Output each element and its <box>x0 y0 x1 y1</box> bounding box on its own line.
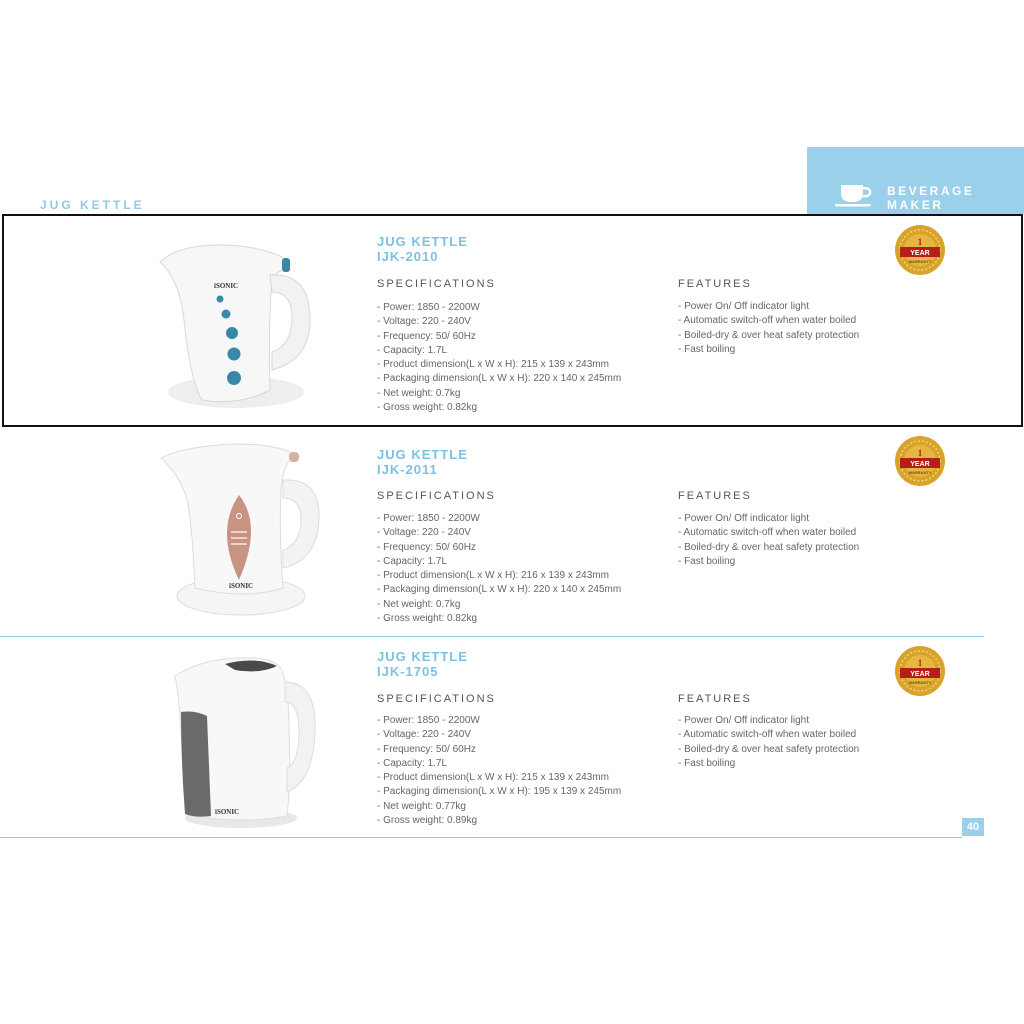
product-name: JUG KETTLE <box>377 649 468 664</box>
feature-item: - Power On/ Off indicator light <box>678 301 809 312</box>
kettle-brand-logo: iSONIC <box>214 282 239 290</box>
product-name: JUG KETTLE <box>377 447 468 462</box>
warranty-badge-icon <box>894 224 946 276</box>
spec-item: - Gross weight: 0.89kg <box>377 815 478 827</box>
spec-item: - Frequency: 50/ 60Hz <box>377 743 476 755</box>
warranty-badge-icon <box>894 645 946 697</box>
spec-item: - Capacity: 1.7L <box>377 344 448 356</box>
svg-text:WARRANTY: WARRANTY <box>908 259 932 264</box>
spec-list <box>377 714 621 828</box>
spec-item: - Frequency: 50/ 60Hz <box>377 330 476 342</box>
coffee-cup-icon <box>835 182 875 208</box>
feature-item: - Automatic switch-off when water boiled <box>678 729 857 741</box>
page-bottom-line <box>0 837 962 838</box>
feature-item: - Automatic switch-off when water boiled <box>678 315 857 327</box>
kettle-ijk-2010-image <box>150 240 320 415</box>
feature-item: - Boiled-dry & over heat safety protection <box>678 743 860 755</box>
specifications-heading: SPECIFICATIONS <box>377 490 496 502</box>
spec-item: - Gross weight: 0.82kg <box>377 613 478 625</box>
kettle-ijk-1705-image <box>165 652 325 832</box>
kettle-brand-logo: iSONIC <box>229 582 254 590</box>
svg-text:YEAR: YEAR <box>910 461 930 468</box>
spec-item: - Voltage: 220 - 240V <box>377 527 471 539</box>
svg-text:1: 1 <box>917 658 923 668</box>
kettle-brand-logo: iSONIC <box>215 808 240 816</box>
features-heading: FEATURES <box>678 693 752 705</box>
spec-item: - Voltage: 220 - 240V <box>377 729 471 741</box>
spec-item: - Gross weight: 0.82kg <box>377 402 478 414</box>
spec-item: - Frequency: 50/ 60Hz <box>377 541 476 553</box>
spec-item: - Capacity: 1.7L <box>377 757 448 769</box>
section-title: JUG KETTLE <box>40 198 145 212</box>
feature-item: - Boiled-dry & over heat safety protection <box>678 541 860 553</box>
spec-item: - Power: 1850 - 2200W <box>377 513 480 524</box>
product-model: IJK-2011 <box>377 462 438 477</box>
svg-text:1: 1 <box>917 237 923 247</box>
product-model: IJK-1705 <box>377 664 439 679</box>
svg-text:1: 1 <box>917 448 923 458</box>
category-tab <box>807 147 1024 214</box>
features-heading: FEATURES <box>678 278 752 290</box>
spec-item: - Net weight: 0.7kg <box>377 598 461 610</box>
svg-text:WARRANTY: WARRANTY <box>908 680 932 685</box>
spec-item: - Packaging dimension(L x W x H): 220 x 140 x 245mm <box>377 373 622 385</box>
row-divider <box>0 636 984 637</box>
specifications-heading: SPECIFICATIONS <box>377 693 496 705</box>
spec-item: - Packaging dimension(L x W x H): 220 x 140 x 245mm <box>377 584 622 596</box>
page-number: 40 <box>962 818 984 836</box>
svg-text:YEAR: YEAR <box>910 671 930 678</box>
feature-item: - Power On/ Off indicator light <box>678 513 809 524</box>
product-model: IJK-2010 <box>377 249 439 264</box>
spec-item: - Net weight: 0.77kg <box>377 800 466 812</box>
product-name: JUG KETTLE <box>377 234 468 249</box>
spec-item: - Capacity: 1.7L <box>377 555 448 567</box>
spec-item: - Product dimension(L x W x H): 215 x 139 x 243mm <box>377 359 609 371</box>
feature-item: - Power On/ Off indicator light <box>678 715 809 726</box>
feature-item: - Automatic switch-off when water boiled <box>678 527 857 539</box>
spec-item: - Packaging dimension(L x W x H): 195 x 139 x 245mm <box>377 786 622 798</box>
feature-item: - Fast boiling <box>678 555 736 567</box>
spec-item: - Product dimension(L x W x H): 216 x 139 x 243mm <box>377 570 609 582</box>
feature-list <box>678 714 859 771</box>
svg-text:WARRANTY: WARRANTY <box>908 470 932 475</box>
kettle-ijk-2011-image <box>155 440 325 620</box>
feature-item: - Fast boiling <box>678 343 736 355</box>
spec-item: - Power: 1850 - 2200W <box>377 715 480 726</box>
warranty-badge-icon <box>894 435 946 487</box>
feature-list <box>678 300 859 357</box>
category-line1: BEVERAGE <box>887 184 975 198</box>
features-heading: FEATURES <box>678 490 752 502</box>
spec-item: - Product dimension(L x W x H): 215 x 139 x 243mm <box>377 772 609 784</box>
spec-item: - Net weight: 0.7kg <box>377 387 461 399</box>
spec-item: - Voltage: 220 - 240V <box>377 316 471 328</box>
feature-list <box>678 512 859 569</box>
spec-list <box>377 301 621 415</box>
svg-text:YEAR: YEAR <box>910 250 930 257</box>
category-line2: MAKER <box>887 198 944 212</box>
spec-item: - Power: 1850 - 2200W <box>377 302 480 313</box>
spec-list <box>377 512 621 626</box>
feature-item: - Fast boiling <box>678 757 736 769</box>
specifications-heading: SPECIFICATIONS <box>377 278 496 290</box>
feature-item: - Boiled-dry & over heat safety protection <box>678 329 860 341</box>
